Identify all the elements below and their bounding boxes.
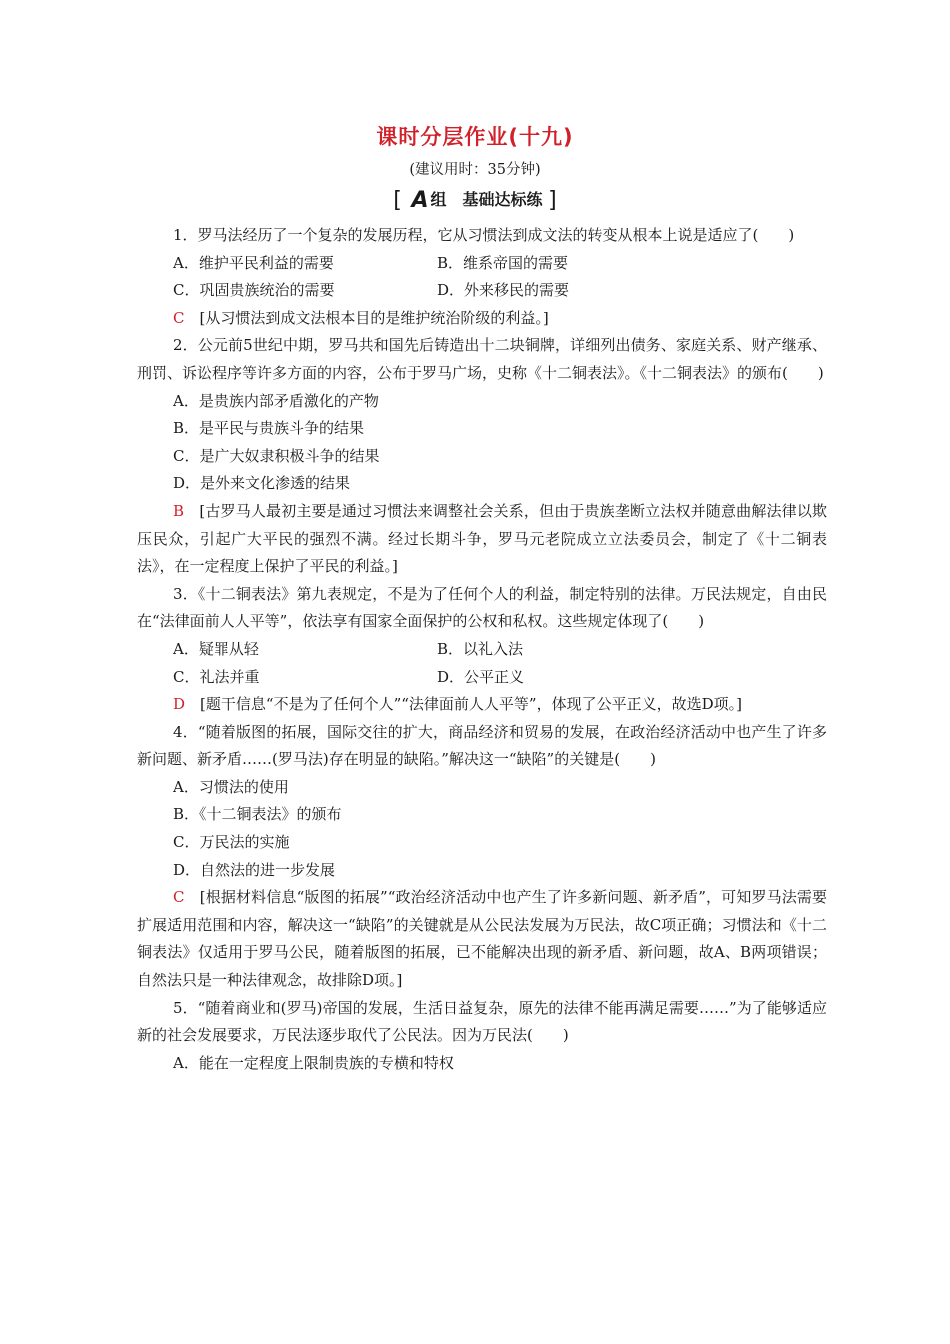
question-5-option-a: A．能在一定程度上限制贵族的专横和特权 [173, 1053, 454, 1072]
question-3-option-b: B．以礼入法 [437, 639, 524, 658]
question-2-option-d: D．是外来文化渗透的结果 [173, 474, 351, 493]
suggested-time: (建议用时：35分钟) [409, 162, 541, 178]
question-3-option-c: C．礼法并重 [173, 667, 260, 686]
question-5-stem: 5．“随着商业和(罗马)帝国的发展，生活日益复杂，原先的法律不能再满足需要……”为了能够适应新的社会发展要求，万民法逐步取代了公民法。因为万民法( ) [137, 998, 827, 1045]
question-1-option-c: C．巩固贵族统治的需要 [173, 281, 335, 300]
question-2-option-b: B．是平民与贵族斗争的结果 [173, 419, 365, 438]
question-list [137, 222, 827, 1077]
question-4-option-c: C．万民法的实施 [173, 833, 290, 852]
section-heading-label: 组 基础达标练 [430, 190, 543, 209]
question-4-answer-letter: C [173, 888, 185, 907]
question-4-option-a: A．习惯法的使用 [173, 777, 289, 796]
group-a-letter: A [411, 188, 429, 213]
question-1-options-row-2 [137, 277, 827, 305]
question-2-answer-letter: B [173, 501, 185, 520]
question-1-options-row-1 [137, 250, 827, 278]
question-1-option-d: D．外来移民的需要 [437, 281, 570, 300]
question-3-explanation: [题干信息“不是为了任何个人”“法律面前人人平等”，体现了公平正义，故选D项。] [200, 695, 742, 714]
question-2-option-a: A．是贵族内部矛盾激化的产物 [173, 391, 379, 410]
question-3-answer [137, 691, 827, 719]
question-1-option-b: B．维系帝国的需要 [437, 253, 569, 272]
question-3-answer-letter: D [173, 695, 186, 714]
question-1-answer-letter: C [173, 308, 185, 327]
question-4-option-d: D．自然法的进一步发展 [173, 860, 336, 879]
question-3-options-row-1 [137, 636, 827, 664]
section-heading [0, 187, 950, 213]
section-bracket-right: ] [548, 188, 557, 213]
question-3-option-d: D．公平正义 [437, 667, 525, 686]
question-1-option-a: A．维护平民利益的需要 [173, 253, 334, 272]
question-1-explanation: [从习惯法到成文法根本目的是维护统治阶级的利益。] [199, 308, 549, 327]
question-2-option-c: C．是广大奴隶积极斗争的结果 [173, 446, 380, 465]
question-2-answer [137, 498, 827, 581]
question-4-answer [137, 884, 827, 994]
question-3-options-row-2 [137, 664, 827, 692]
question-4-option-b: B．《十二铜表法》的颁布 [173, 805, 342, 824]
question-2-explanation: [古罗马人最初主要是通过习惯法来调整社会关系，但由于贵族垄断立法权并随意曲解法律以欺压民众，引起广大平民的强烈不满。经过长期斗争，罗马元老院成立立法委员会，制定了《十二铜表法》，在一定程度上保护了平民的利益。] [137, 501, 827, 576]
question-1-stem: 1．罗马法经历了一个复杂的发展历程，它从习惯法到成文法的转变从根本上说是适应了( ) [173, 226, 795, 244]
question-3-stem: 3．《十二铜表法》第九表规定，不是为了任何个人的利益，制定特别的法律。万民法规定，自由民在“法律面前人人平等”，依法享有国家全面保护的公权和私权。这些规定体现了( ) [137, 584, 827, 631]
question-4-explanation: [根据材料信息“版图的拓展”“政治经济活动中也产生了许多新问题、新矛盾”，可知罗马法需要扩展适用范围和内容，解决这一“缺陷”的关键就是从公民法发展为万民法，故C项正确；习惯法和《十二铜表法》仅适用于罗马公民，随着版图的拓展，已不能解决出现的新矛盾、新问题，故A、B两项错误；自然法只是一种法律观念，故排除D项。] [137, 888, 827, 990]
question-1-answer [137, 305, 827, 333]
question-4-stem: 4．“随着版图的拓展，国际交往的扩大，商品经济和贸易的发展，在政治经济活动中也产生了许多新问题、新矛盾……(罗马法)存在明显的缺陷。”解决这一“缺陷”的关键是( ) [137, 722, 827, 769]
question-2-stem: 2．公元前5世纪中期，罗马共和国先后铸造出十二块铜牌，详细列出债务、家庭关系、财产继承、刑罚、诉讼程序等许多方面的内容，公布于罗马广场，史称《十二铜表法》。《十二铜表法》的颁布( ) [137, 336, 827, 382]
page-title: 课时分层作业(十九) [376, 125, 574, 149]
section-bracket-left: [ [393, 188, 402, 213]
question-3-option-a: A．疑罪从轻 [173, 639, 259, 658]
